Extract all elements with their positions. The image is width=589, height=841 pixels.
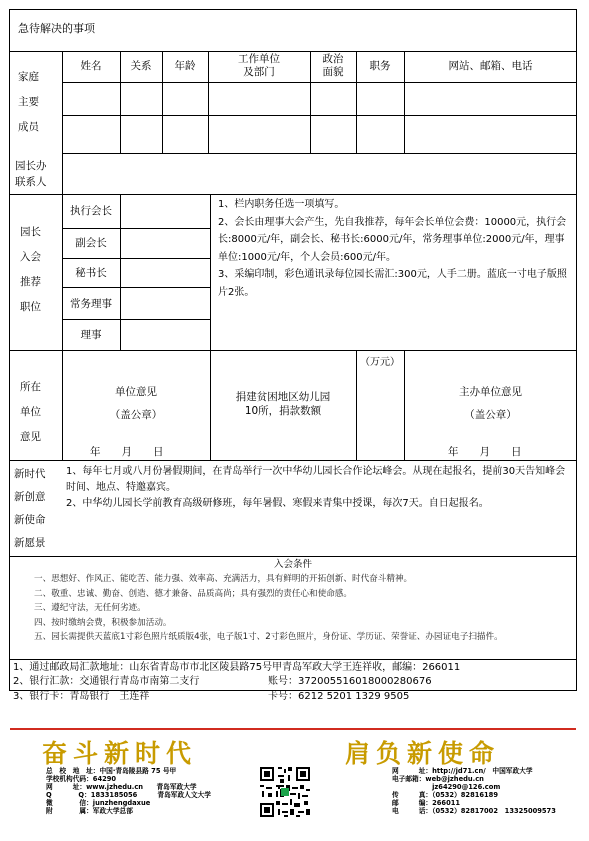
header-work-unit: 工作单位 及部门 [238,53,280,78]
footer-divider [10,728,576,730]
bank-card-number: 卡号：6212 5201 1329 9505 [268,691,410,702]
position-vice-president: 副会长 [75,237,107,249]
urgent-matters-label: 急待解决的事项 [18,22,95,35]
position-director-cell[interactable] [121,320,210,350]
unit-seal-label: （盖公章） [109,409,163,421]
postal-remittance-address: 1、通过邮政局汇款地址：山东省青岛市市北区陵县路75号甲青岛军政大学王连祥收，邮编：266011 [13,662,461,673]
host-seal-label: （盖公章） [464,409,517,421]
position-director: 理事 [80,329,102,341]
header-position: 职务 [369,60,391,72]
host-opinion-label: 主办单位意见 [459,386,522,398]
membership-conditions-list: 一、思想好、作风正、能吃苦、能力强、效率高、充满活力，具有鲜明的开拓创新、时代奋斗精神。 二、敬重、忠诚、勤奋、创造、德才兼备、品质高尚；具有强烈的责任心和使命感。 三、遵纪守法，无任何劣迹。 四、按时缴纳会费，积极参加活动。 五、园长需提供天蓝底1寸彩色照片纸质版4张，电子版1寸、2寸彩色照片，身份证、学历证、荣誉证、办园证电子扫描件。 [34,574,503,643]
currency-unit-label: （万元） [360,357,400,368]
unit-date-label: 年 月 日 [90,446,164,458]
position-secretary-general: 秘书长 [75,267,107,279]
position-executive-director-cell[interactable] [121,288,210,319]
header-contact: 网站、邮箱、电话 [448,60,533,72]
membership-notes: 1、栏内职务任选一项填写。 2、会长由理事大会产生，先自我推荐，每年会长单位会费：10000元，执行会长:8000元/年，副会长、秘书长:6000元/年，常务理事单位:2000元/年，理事单位:1000元/年，个人会员:600元/年。 3、采编印制，彩色通讯录每位园长需汇:300元，人手二册。蓝底一寸电子版照片2张。 [218,199,567,298]
position-executive-director: 常务理事 [70,298,112,310]
position-executive-president: 执行会长 [70,205,112,217]
donation-label: 捐建贫困地区幼儿园 10所，捐款数额 [235,391,331,417]
header-relation: 关系 [130,60,152,72]
position-executive-president-cell[interactable] [121,195,210,228]
header-political-status: 政治 面貌 [322,53,344,78]
footer-left-info: 总 校 地 址：中国·青岛陵县路 75 号甲 学校机构代码：64290 网 址：www.jzhedu.cn 青岛军政大学 Q Q：1833185056 青岛军政人文大学 微 信：junzhengdaxue 附 属：军政大学总部 [46,767,211,815]
host-date-label: 年 月 日 [448,446,522,458]
footer-right-info: 网 址：http://jd71.cn/ 中国军政大学 电子邮箱：web@jzhedu.cn jz64290@126.com 传 真：（0532）82816189 邮 编：266011 电 话：（0532）82817002 13325009573 [392,767,556,815]
donation-amount-field[interactable] [357,372,404,460]
slogan-right: 肩负新使命 [345,739,501,768]
position-vice-president-cell[interactable] [121,229,210,258]
slogan-left: 奋斗新时代 [42,739,198,768]
header-age: 年龄 [174,60,196,72]
bank-remittance: 2、银行汇款：交通银行青岛市南第二支行 [13,676,200,687]
new-era-items: 1、每年七月或八月份暑假期间，在青岛举行一次中华幼儿园长合作论坛峰会。从现在起报名，提前30天告知峰会时间、地点、特邀嘉宾。 2、中华幼儿园长学前教育高级研修班，每年暑假、寒假来青集中授课，每次7天。自日起报名。 [66,466,566,509]
unit-opinion-label: 单位意见 [115,386,157,398]
header-name: 姓名 [80,60,102,72]
qr-code-icon [258,765,312,819]
bank-card: 3、银行卡：青岛银行 王连祥 [13,691,150,702]
membership-conditions-title: 入会条件 [273,559,312,570]
bank-account-number: 账号：372005516018000280676 [268,676,432,687]
position-secretary-general-cell[interactable] [121,259,210,287]
